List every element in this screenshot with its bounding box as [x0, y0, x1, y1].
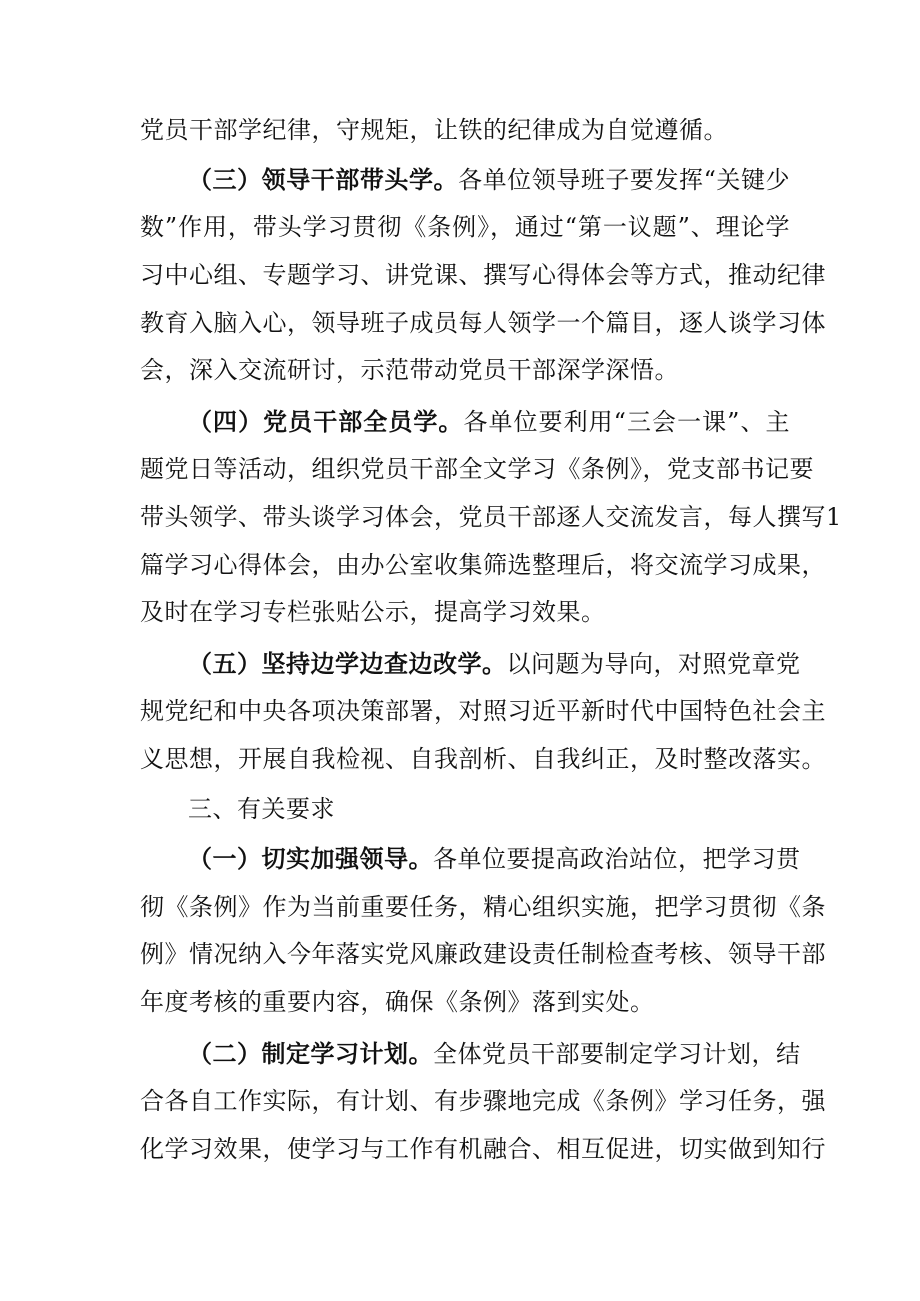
paragraph-line	[140, 937, 826, 971]
paragraph-text: 题党日等活动，组织党员干部全文学习《条例》，党支部书记要	[140, 455, 814, 483]
paragraph-text: 义思想，开展自我检视、自我剖析、自我纠正，及时整改落实。	[140, 745, 826, 773]
paragraph-text: 合各自工作实际，有计划、有步骤地完成《条例》学习任务，强	[140, 1087, 826, 1115]
paragraph-line	[188, 842, 801, 876]
paragraph-text: 各单位要利用“三会一课”、主	[463, 408, 790, 436]
paragraph-text: 各单位领导班子要发挥“关键少	[458, 166, 790, 194]
paragraph-text: 及时在学习专栏张贴公示，提高学习效果。	[140, 598, 606, 626]
paragraph-line	[188, 405, 790, 439]
paragraph-line	[188, 163, 790, 197]
paragraph-line	[140, 548, 826, 582]
paragraph-heading: （五）坚持边学边查边改学。	[188, 649, 507, 678]
paragraph-heading: （三）领导干部带头学。	[188, 165, 459, 194]
paragraph-line	[140, 210, 790, 244]
paragraph-line	[140, 595, 790, 629]
paragraph-line	[188, 647, 801, 681]
paragraph-text: 带头领学、带头谈学习体会，党员干部逐人交流发言，每人撰写1	[140, 503, 842, 531]
paragraph-line	[140, 1132, 826, 1166]
paragraph-text: 彻《条例》作为当前重要任务，精心组织实施，把学习贯彻《条	[140, 893, 826, 921]
paragraph-text: 规党纪和中央各项决策部署，对照习近平新时代中国特色社会主	[140, 697, 826, 725]
paragraph-heading: （二）制定学习计划。	[188, 1039, 433, 1068]
section-title: 三、有关要求	[188, 795, 335, 823]
paragraph-heading: （四）党员干部全员学。	[188, 407, 464, 436]
paragraph-line	[140, 1084, 826, 1118]
paragraph-text: 年度考核的重要内容，确保《条例》落到实处。	[140, 988, 655, 1016]
paragraph-text: 篇学习心得体会，由办公室收集筛选整理后，将交流学习成果，	[140, 551, 826, 579]
paragraph-text: 例》情况纳入今年落实党风廉政建设责任制检查考核、领导干部	[140, 940, 826, 968]
paragraph-line	[140, 353, 790, 387]
paragraph-line	[140, 742, 826, 776]
paragraph-text: 党员干部学纪律，守规矩，让铁的纪律成为自觉遵循。	[140, 116, 728, 144]
paragraph-text: 化学习效果，使学习与工作有机融合、相互促进，切实做到知行	[140, 1135, 826, 1163]
paragraph-text: 习中心组、专题学习、讲党课、撰写心得体会等方式，推动纪律	[140, 261, 826, 289]
paragraph-text: 各单位要提高政治站位，把学习贯	[433, 845, 801, 873]
paragraph-line	[140, 985, 790, 1019]
paragraph-line	[140, 258, 826, 292]
paragraph-text: 以问题为导向，对照党章党	[506, 650, 801, 678]
paragraph-line	[140, 306, 826, 340]
paragraph-line	[140, 890, 826, 924]
paragraph-line	[188, 1037, 801, 1071]
section-heading	[188, 792, 790, 826]
paragraph-text: 全体党员干部要制定学习计划，结	[433, 1040, 801, 1068]
paragraph-line	[140, 694, 826, 728]
paragraph-text: 会，深入交流研讨，示范带动党员干部深学深悟。	[140, 356, 679, 384]
paragraph-heading: （一）切实加强领导。	[188, 844, 433, 873]
paragraph-line	[140, 113, 790, 147]
paragraph-text: 数”作用，带头学习贯彻《条例》，通过“第一议题”、理论学	[140, 213, 790, 241]
paragraph-text: 教育入脑入心，领导班子成员每人领学一个篇目，逐人谈学习体	[140, 309, 826, 337]
paragraph-line	[140, 500, 842, 534]
paragraph-line	[140, 452, 814, 486]
